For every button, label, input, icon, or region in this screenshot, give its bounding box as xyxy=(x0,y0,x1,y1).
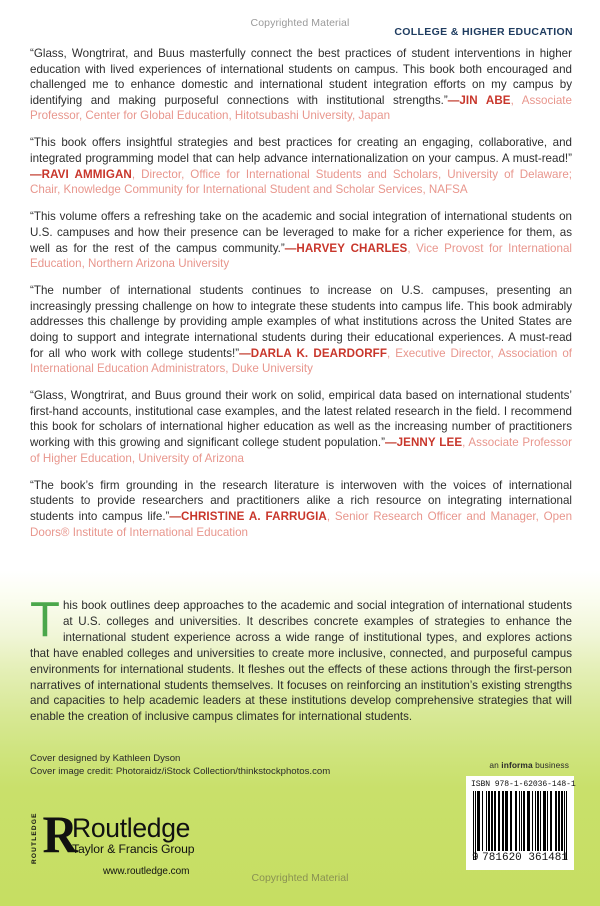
informa-prefix: an xyxy=(489,760,502,770)
isbn-barcode xyxy=(466,776,574,870)
publisher-text-block xyxy=(72,812,194,857)
blurb-endorser-name: RAVI AMMIGAN xyxy=(41,167,132,181)
endorsement-blurb xyxy=(30,388,572,466)
blurb-quote: “This volume offers a refreshing take on the academic and social integration of international students on U.S. campuses and how their presence can be leveraged to make for a richer experience for them, as well as for the rest of the campus community.” xyxy=(30,210,572,255)
blurb-quote: “The book’s firm grounding in the research literature is interwoven with the voices of international students to provide researchers and practitioners alike a rich resource on integrating international students into campus life.” xyxy=(30,478,572,523)
endorsement-blurb xyxy=(30,283,572,377)
blurb-endorser-name: DARLA K. DEARDORFF xyxy=(250,346,388,360)
informa-brand: informa xyxy=(501,760,533,770)
endorsement-blurb xyxy=(30,135,572,197)
publisher-logo xyxy=(31,806,195,864)
copyright-watermark-top: Copyrighted Material xyxy=(250,17,350,29)
barcode-digit-group-right: 781620 361481 xyxy=(482,852,568,864)
routledge-r-mark xyxy=(31,806,78,864)
barcode-digit-group-left: 9 xyxy=(472,852,479,864)
book-description xyxy=(30,593,572,725)
publisher-group: Taylor & Francis Group xyxy=(72,842,195,856)
blurb-dash: — xyxy=(384,436,397,450)
informa-suffix: business xyxy=(532,760,569,770)
routledge-r-glyph: R xyxy=(42,806,78,864)
blurb-endorser-affiliation: , Associate Professor of Higher Education, University of Arizona xyxy=(30,436,572,465)
blurb-endorser-affiliation: , Associate Professor, Center for Global Education, Hitotsubashi University, Japan xyxy=(30,93,572,123)
blurb-quote: “The number of international students continues to increase on U.S. campuses, presenting an increasingly pressing challenge on how to integrate these students into campus life. This book admirably addresses this challenge by providing ample examples of what institutions across the United States are doing to support and integrate international students during their educational experiences. A must-read for all who work with college students!” xyxy=(30,284,572,360)
endorsement-blurb xyxy=(30,209,572,271)
isbn-text: ISBN 978-1-62036-148-1 xyxy=(471,780,576,789)
publisher-name: Routledge xyxy=(72,813,191,843)
publisher-website: www.routledge.com xyxy=(103,866,190,877)
blurb-endorser-name: JIN ABE xyxy=(459,93,511,107)
blurb-endorser-affiliation: , Vice Provost for International Education, Northern Arizona University xyxy=(30,241,572,271)
blurb-endorser-name: HARVEY CHARLES xyxy=(296,241,408,255)
blurb-quote: “Glass, Wongtrirat, and Buus masterfully connect the best practices of student interventions in higher education with lived experiences of international students on campus. This book both encouraged and challenged me to enhance domestic and international student integration efforts on my campus by identifying and making purposeful connections with institutional strengths.” xyxy=(30,47,572,107)
subject-category-label: COLLEGE & HIGHER EDUCATION xyxy=(394,26,573,38)
endorsement-blurb xyxy=(30,46,572,124)
blurb-dash: — xyxy=(239,346,251,360)
barcode-bars xyxy=(471,791,569,851)
description-body: his book outlines deep approaches to the academic and social integration of international students at U.S. colleges and universities. It describes concrete examples of strategies to enhance the international student experience across a wide range of institutional types, and explores actions that have enabled colleges and universities to create more inclusive, connected, and purposeful campus environments for international students. It fleshes out the effects of these actions through the first-person narratives of international students themselves. It focuses on reinforcing an institution’s existing strengths and capacities to help academic leaders at these institutions develop comprehensive strategies that will enable the creation of inclusive campus climates for international students. xyxy=(30,599,572,724)
cover-image-credit: Cover image credit: Photoraidz/iStock Collection/thinkstockphotos.com xyxy=(30,766,331,778)
blurb-endorser-affiliation: , Executive Director, Association of International Education Administrators, Duke University xyxy=(30,346,572,376)
blurb-quote: “Glass, Wongtrirat, and Buus ground their work on solid, empirical data based on international students’ first-hand accounts, institutional case examples, and the latest related research in the field. I recommend this book for scholars of international higher education as well as the increasing number of practitioners working with this growing and significant college student population.” xyxy=(30,389,572,450)
blurb-dash: — xyxy=(169,509,182,523)
blurb-endorser-affiliation: , Senior Research Officer and Manager, Open Doors® Institute of International Education xyxy=(30,509,573,539)
routledge-vertical-wordmark: ROUTLEDGE xyxy=(31,812,38,864)
blurb-endorser-affiliation: , Director, Office for International Students and Scholars, University of Delaware; Chair, Knowledge Community for International Student and Scholar Services, NAFSA xyxy=(30,167,572,197)
cover-credits xyxy=(30,752,330,778)
blurb-dash: — xyxy=(30,167,42,181)
barcode-digits xyxy=(471,852,569,864)
blurb-endorser-name: JENNY LEE xyxy=(396,436,463,450)
informa-imprint-line xyxy=(489,760,569,770)
cover-designer-credit: Cover designed by Kathleen Dyson xyxy=(30,753,181,764)
blurb-quote: “This book offers insightful strategies and best practices for creating an engaging, collaborative, and integrated programming model that can help advance internationalization on your campus. A must-read!” xyxy=(30,136,572,166)
blurb-dash: — xyxy=(284,241,297,255)
blurb-endorser-name: CHRISTINE A. FARRUGIA xyxy=(181,509,327,523)
endorsement-blurb xyxy=(30,478,572,540)
copyright-watermark-bottom: Copyrighted Material xyxy=(251,872,349,884)
drop-cap-letter: T xyxy=(30,593,60,647)
endorsement-blurbs xyxy=(30,46,572,540)
blurb-dash: — xyxy=(447,93,460,107)
